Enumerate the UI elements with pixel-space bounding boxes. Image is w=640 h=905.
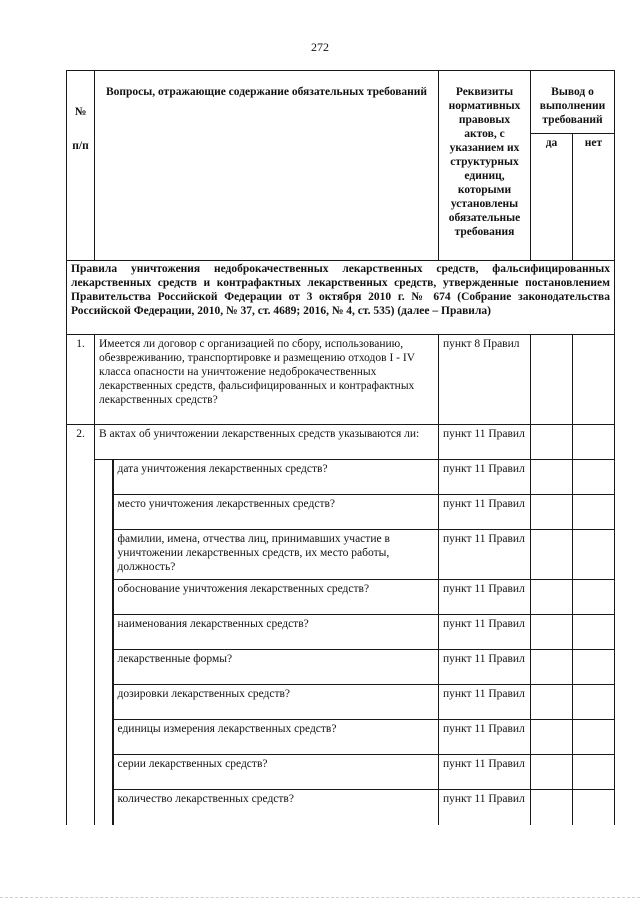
sub-row [67,580,615,615]
sub-question: единицы измерения лекарственных средств? [113,720,439,755]
sub-no-cell [573,495,615,530]
header-question-cell: Вопросы, отражающие содержание обязательных требований [95,71,439,261]
sub-question: фамилии, имена, отчества лиц, принимавших участие в уничтожении лекарственных средств, их место работы, должность? [113,530,439,580]
header-no-cell: нет [573,134,615,261]
page-number: 272 [311,40,329,54]
header-number-cell [67,71,95,261]
sub-row [67,650,615,685]
sub-row [67,790,615,825]
sub-row [67,755,615,790]
sub-row [67,720,615,755]
sub-row [67,685,615,720]
sub-yes-cell [531,530,573,580]
sub-no-cell [573,580,615,615]
sub-requisite: пункт 11 Правил [439,460,531,495]
sub-question: количество лекарственных средств? [113,790,439,825]
sub-row [67,495,615,530]
row-requisite: пункт 8 Правил [439,335,531,425]
section-title: Правила уничтожения недоброкачественных лекарственных средств, фальсифицированных лекарственных средств и контрафактных лекарственных средств, утвержденные постановлением Правительства Российской Федерации от 3 октября 2010 г. № 674 (Собрание законодательства Российской Федерации, 2010, № 37, ст. 4689; 2016, № 4, ст. 535) (далее – Правила) [67,261,615,335]
sub-no-cell [573,615,615,650]
row-yes-cell [531,425,573,460]
sub-no-cell [573,650,615,685]
sub-row [67,530,615,580]
sub-row [67,460,615,495]
sub-requisite: пункт 11 Правил [439,755,531,790]
sub-yes-cell [531,495,573,530]
sub-yes-cell [531,615,573,650]
sub-yes-cell [531,460,573,495]
row-no-cell [573,335,615,425]
sub-no-cell [573,685,615,720]
sub-yes-cell [531,720,573,755]
row-requisite: пункт 11 Правил [439,425,531,460]
row-number: 2. [67,425,95,825]
header-conclusion-cell: Вывод о выполнении требований [531,71,615,134]
scan-edge-line [0,897,640,899]
sub-no-cell [573,755,615,790]
row-question: Имеется ли договор с организацией по сбору, использованию, обезвреживанию, транспортировке и размещению отходов I - IV класса опасности на уничтожение недоброкачественных лекарственных средств, фальсифицированных и контрафактных лекарственных средств? [95,335,439,425]
sub-question: дата уничтожения лекарственных средств? [113,460,439,495]
sub-requisite: пункт 11 Правил [439,530,531,580]
sub-yes-cell [531,685,573,720]
sub-yes-cell [531,650,573,685]
row-number: 1. [67,335,95,425]
header-number-label: № [74,106,87,118]
sub-requisite: пункт 11 Правил [439,495,531,530]
section-row [67,261,615,335]
sub-requisite: пункт 11 Правил [439,615,531,650]
header-row [67,71,615,134]
header-requisites-cell: Реквизиты нормативных правовых актов, с указанием их структурных единиц, которыми установлены обязательные требования [439,71,531,261]
sub-question: обоснование уничтожения лекарственных средств? [113,580,439,615]
header-yes-cell: да [531,134,573,261]
table-row [67,335,615,425]
sub-no-cell [573,790,615,825]
sub-yes-cell [531,580,573,615]
sub-question: серии лекарственных средств? [113,755,439,790]
table-row [67,425,615,460]
row-no-cell [573,425,615,460]
sub-question: наименования лекарственных средств? [113,615,439,650]
sub-requisite: пункт 11 Правил [439,650,531,685]
sub-yes-cell [531,790,573,825]
sub-requisite: пункт 11 Правил [439,685,531,720]
sub-requisite: пункт 11 Правил [439,720,531,755]
sub-question: дозировки лекарственных средств? [113,685,439,720]
sub-yes-cell [531,755,573,790]
sub-no-cell [573,530,615,580]
sub-requisite: пункт 11 Правил [439,790,531,825]
header-pp-label: п/п [72,140,89,152]
row-yes-cell [531,335,573,425]
sub-no-cell [573,460,615,495]
sub-question: лекарственные формы? [113,650,439,685]
sub-question: место уничтожения лекарственных средств? [113,495,439,530]
sub-no-cell [573,720,615,755]
sub-requisite: пункт 11 Правил [439,580,531,615]
sub-row [67,615,615,650]
row-question: В актах об уничтожении лекарственных средств указываются ли: [95,425,439,460]
requirements-table [66,70,615,825]
